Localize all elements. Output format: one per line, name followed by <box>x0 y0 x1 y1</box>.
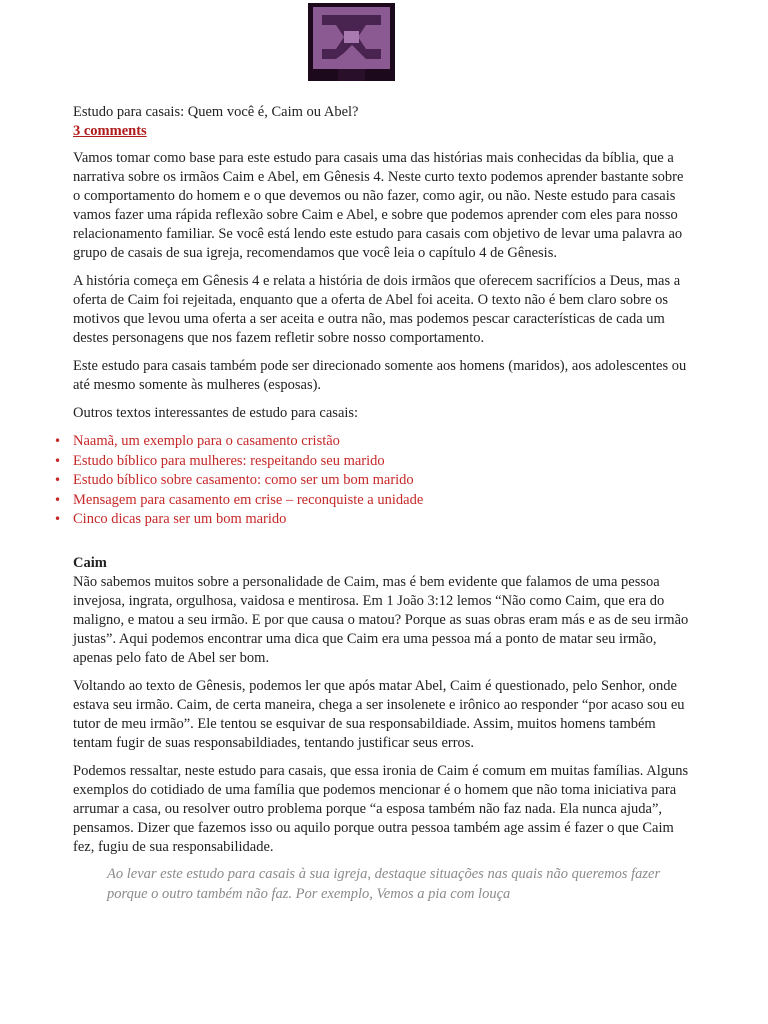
article-body <box>73 103 693 904</box>
comments-link[interactable]: 3 comments <box>73 123 147 139</box>
related-intro: Outros textos interessantes de estudo para casais: <box>73 405 359 421</box>
related-link[interactable]: • Mensagem para casamento em crise – reconquiste a unidade <box>73 491 693 511</box>
related-link[interactable]: • Cinco dicas para ser um bom marido <box>73 510 693 530</box>
audience-paragraph: Este estudo para casais também pode ser direcionado somente aos homens (maridos), aos adolescentes ou até mesmo somente às mulheres (esposas). <box>73 358 687 393</box>
related-link[interactable]: • Estudo bíblico para mulheres: respeitando seu marido <box>73 452 693 472</box>
caim-paragraph: Não sabemos muitos sobre a personalidade de Caim, mas é bem evidente que falamos de uma pessoa invejosa, ingrata, orgulhosa, vaidosa e mentirosa. Em 1 João 3:12 lemos “Não como Caim, que era do maligno, e matou a seu irmão. E por que causa o matou? Porque as suas obras eram más e as de seu irmão justas”. Aqui podemos encontrar uma dica que Caim era uma pessoa má a ponto de matar seu irmão, apenas pelo fato de Abel ser bom. <box>73 573 689 666</box>
story-paragraph: A história começa em Gênesis 4 e relata a história de dois irmãos que oferecem sacrifícios a Deus, mas a oferta de Caim foi rejeitada, enquanto que a oferta de Abel foi aceita. O texto não é bem claro sobre os motivos que levou uma oferta a ser aceita e outra não, mas podemos pescar características de cada um destes personagens que nos fazem refletir sobre nosso comportamento. <box>73 273 681 346</box>
genesis-paragraph: Voltando ao texto de Gênesis, podemos ler que após matar Abel, Caim é questionado, pelo Senhor, onde estava seu irmão. Caim, de certa maneira, chega a ser insolenete e irônico ao responder “por acaso sou eu tutor de meu irmão”. Ele tentou se esquivar de sua responsabildiade. Assim, muitos homens também tentam fugir de suas responsabildiades, tentando justificar seus erros. <box>73 677 685 751</box>
document-logo-icon <box>308 3 395 81</box>
related-link[interactable]: • Naamã, um exemplo para o casamento cristão <box>73 432 693 452</box>
related-links-list <box>73 432 693 530</box>
intro-paragraph: Vamos tomar como base para este estudo para casais uma das histórias mais conhecidas da bíblia, que a narrativa sobre os irmãos Caim e Abel, em Gênesis 4. Neste curto texto podemos aprender bastante sobre o comportamento do homem e o que devemos ou não fazer, como agir, ou não. Neste estudo para casais vamos fazer uma rápida reflexão sobre Caim e Abel, e sobre que podemos aprender com eles para nosso relacionamento familiar. Se você está lendo este estudo para casais com objetivo de levar uma palavra ao grupo de casais de sua igreja, recomendamos que você leia o capítulo 4 de Gênesis. <box>73 150 684 261</box>
section-heading-caim: Caim <box>73 554 107 571</box>
blockquote: Ao levar este estudo para casais à sua igreja, destaque situações nas quais não queremos fazer porque o outro também não faz. Por exemplo, Vemos a pia com louça <box>107 865 661 902</box>
article-title: Estudo para casais: Quem você é, Caim ou Abel? <box>73 104 359 120</box>
related-link[interactable]: • Estudo bíblico sobre casamento: como ser um bom marido <box>73 471 693 491</box>
family-paragraph: Podemos ressaltar, neste estudo para casais, que essa ironia de Caim é comum em muitas famílias. Alguns exemplos do cotidiado de uma família que podemos mencionar é o homem que não toma iniciativa para arrumar a casa, ou resolver outro problema porque “a esposa também não faz nada. Ela nunca ajuda”, pensamos. Dizer que fazemos isso ou aquilo porque outra pessoa também age assim é fazer o que Caim fez, fugiu de sua responsabilidade. <box>73 762 689 855</box>
